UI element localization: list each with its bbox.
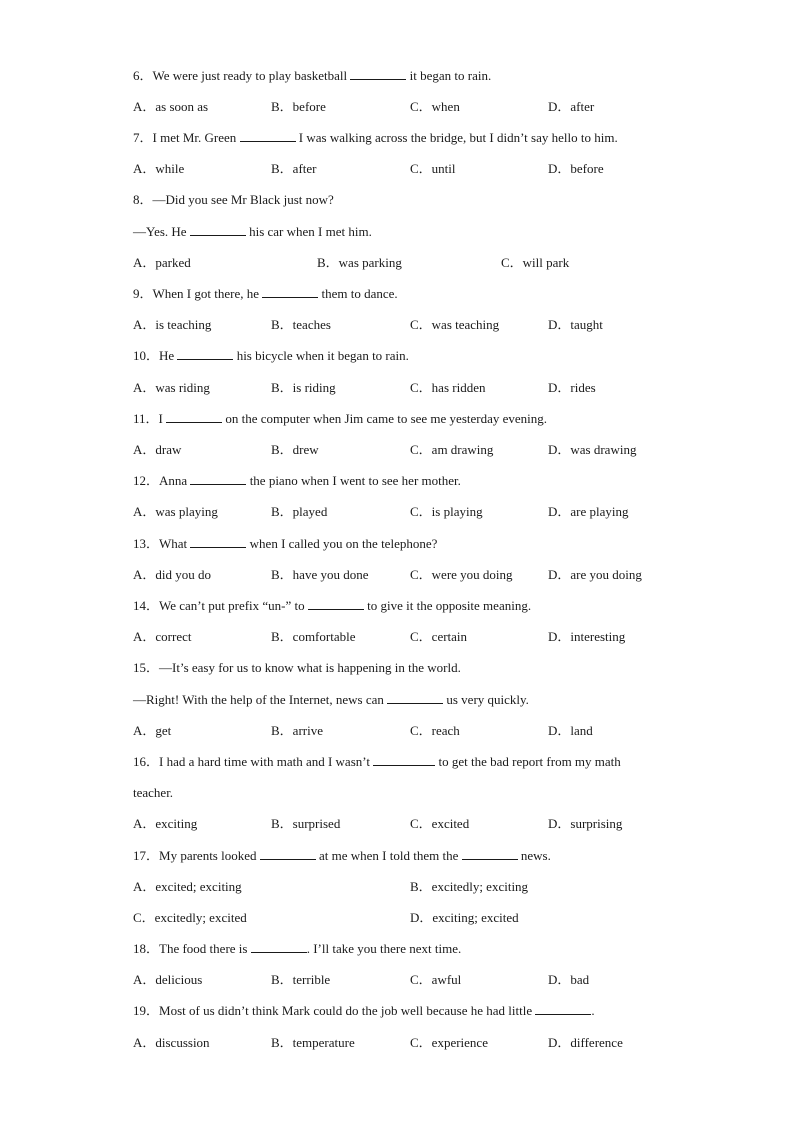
option-text: comfortable bbox=[292, 629, 356, 644]
option-letter: A． bbox=[133, 161, 156, 176]
answer-option[interactable] bbox=[133, 380, 210, 396]
answer-blank bbox=[308, 598, 364, 610]
answer-option[interactable] bbox=[133, 317, 211, 333]
option-text: am drawing bbox=[431, 442, 494, 457]
question-number: 11． bbox=[133, 411, 159, 426]
option-letter: C． bbox=[410, 629, 432, 644]
option-text: land bbox=[570, 723, 593, 738]
option-letter: A． bbox=[133, 380, 156, 395]
answer-option[interactable] bbox=[133, 629, 191, 645]
option-text: when bbox=[431, 99, 460, 114]
question-number: 12． bbox=[133, 473, 160, 488]
answer-blank bbox=[387, 692, 443, 704]
question-number: 19． bbox=[133, 1003, 160, 1018]
question-text: us very quickly. bbox=[443, 692, 529, 707]
answer-option[interactable] bbox=[548, 1035, 623, 1051]
answer-option[interactable] bbox=[271, 1035, 355, 1051]
question-number: 14． bbox=[133, 598, 160, 613]
option-letter: D． bbox=[548, 723, 571, 738]
answer-blank bbox=[251, 941, 307, 953]
option-text: is playing bbox=[431, 504, 483, 519]
question-text: news. bbox=[517, 848, 551, 863]
option-letter: D． bbox=[548, 504, 571, 519]
question-text: The food there is bbox=[159, 941, 251, 956]
option-letter: B． bbox=[271, 380, 293, 395]
answer-option[interactable] bbox=[410, 380, 485, 396]
question-text: I was walking across the bridge, but I didn’t say hello to him. bbox=[295, 130, 618, 145]
question-number: 13． bbox=[133, 536, 160, 551]
answer-option[interactable] bbox=[410, 723, 460, 739]
option-text: was riding bbox=[155, 380, 210, 395]
option-letter: B． bbox=[271, 317, 293, 332]
option-letter: A． bbox=[133, 816, 156, 831]
answer-blank bbox=[190, 224, 246, 236]
question-text: —Yes. He bbox=[133, 224, 190, 239]
question-stem bbox=[133, 941, 461, 957]
question-text: When I got there, he bbox=[152, 286, 263, 301]
option-text: parked bbox=[155, 255, 191, 270]
option-letter: C． bbox=[410, 99, 432, 114]
option-text: has ridden bbox=[431, 380, 486, 395]
option-text: are you doing bbox=[570, 567, 642, 582]
option-text: reach bbox=[431, 723, 460, 738]
option-text: while bbox=[155, 161, 185, 176]
answer-option[interactable] bbox=[548, 567, 642, 583]
answer-option[interactable] bbox=[271, 99, 326, 115]
answer-option[interactable] bbox=[410, 629, 467, 645]
question-text: I had a hard time with math and I wasn’t bbox=[159, 754, 374, 769]
option-letter: B． bbox=[271, 972, 293, 987]
option-text: awful bbox=[431, 972, 462, 987]
option-letter: D． bbox=[548, 972, 571, 987]
answer-option[interactable] bbox=[271, 161, 316, 177]
answer-option[interactable] bbox=[548, 161, 604, 177]
question-text: Most of us didn’t think Mark could do the job well because he had little bbox=[159, 1003, 536, 1018]
answer-blank bbox=[177, 348, 233, 360]
option-letter: D． bbox=[548, 442, 571, 457]
option-letter: B． bbox=[317, 255, 339, 270]
answer-option[interactable] bbox=[133, 442, 181, 458]
option-letter: D． bbox=[548, 380, 571, 395]
answer-option[interactable] bbox=[133, 99, 208, 115]
question-number: 8． bbox=[133, 192, 153, 207]
answer-option[interactable] bbox=[410, 161, 456, 177]
question-text: My parents looked bbox=[159, 848, 260, 863]
option-letter: B． bbox=[271, 161, 293, 176]
option-letter: A． bbox=[133, 317, 156, 332]
answer-option[interactable] bbox=[548, 317, 603, 333]
question-text: I met Mr. Green bbox=[152, 130, 240, 145]
answer-option[interactable] bbox=[271, 317, 331, 333]
option-letter: A． bbox=[133, 567, 156, 582]
option-letter: D． bbox=[548, 816, 571, 831]
answer-option[interactable] bbox=[410, 99, 460, 115]
option-text: until bbox=[431, 161, 456, 176]
answer-option[interactable] bbox=[133, 910, 247, 926]
answer-option[interactable] bbox=[410, 317, 499, 333]
answer-option[interactable] bbox=[133, 723, 171, 739]
answer-option[interactable] bbox=[410, 442, 493, 458]
answer-option[interactable] bbox=[548, 380, 596, 396]
question-text: —Right! With the help of the Internet, news can bbox=[133, 692, 388, 707]
answer-blank bbox=[260, 848, 316, 860]
answer-option[interactable] bbox=[410, 1035, 488, 1051]
option-letter: C． bbox=[501, 255, 523, 270]
question-stem bbox=[133, 348, 409, 364]
option-text: excited; exciting bbox=[155, 879, 242, 894]
option-letter: A． bbox=[133, 972, 156, 987]
answer-option[interactable] bbox=[410, 910, 519, 926]
answer-option[interactable] bbox=[133, 504, 218, 520]
option-text: is riding bbox=[292, 380, 336, 395]
question-stem bbox=[133, 286, 398, 302]
option-text: was drawing bbox=[570, 442, 637, 457]
question-text: at me when I told them the bbox=[315, 848, 462, 863]
answer-blank bbox=[166, 411, 222, 423]
answer-option[interactable] bbox=[133, 1035, 210, 1051]
question-text: them to dance. bbox=[318, 286, 398, 301]
question-stem bbox=[133, 598, 531, 614]
answer-option[interactable] bbox=[271, 629, 355, 645]
question-text: He bbox=[159, 348, 178, 363]
answer-option[interactable] bbox=[548, 816, 622, 832]
option-text: will park bbox=[522, 255, 570, 270]
answer-option[interactable] bbox=[410, 504, 483, 520]
question-text: teacher. bbox=[133, 785, 174, 800]
option-letter: C． bbox=[410, 317, 432, 332]
answer-option[interactable] bbox=[410, 567, 513, 583]
option-text: temperature bbox=[292, 1035, 355, 1050]
answer-option[interactable] bbox=[271, 567, 368, 583]
question-number: 6． bbox=[133, 68, 153, 83]
answer-option[interactable] bbox=[548, 99, 594, 115]
option-text: experience bbox=[431, 1035, 488, 1050]
question-text: Anna bbox=[159, 473, 191, 488]
answer-option[interactable] bbox=[133, 567, 211, 583]
question-text: . I’ll take you there next time. bbox=[306, 941, 462, 956]
question-text: to give it the opposite meaning. bbox=[363, 598, 532, 613]
option-text: surprising bbox=[570, 816, 623, 831]
question-stem-continued bbox=[133, 692, 529, 708]
answer-option[interactable] bbox=[548, 442, 636, 458]
option-text: as soon as bbox=[155, 99, 209, 114]
question-number: 7． bbox=[133, 130, 153, 145]
option-text: taught bbox=[570, 317, 603, 332]
answer-option[interactable] bbox=[410, 816, 469, 832]
option-text: are playing bbox=[570, 504, 629, 519]
answer-option[interactable] bbox=[410, 879, 528, 895]
option-letter: D． bbox=[548, 317, 571, 332]
option-letter: B． bbox=[271, 504, 293, 519]
option-letter: D． bbox=[548, 629, 571, 644]
option-text: were you doing bbox=[431, 567, 513, 582]
question-stem bbox=[133, 848, 551, 864]
answer-option[interactable] bbox=[501, 255, 569, 271]
answer-option[interactable] bbox=[271, 442, 319, 458]
question-stem-continued bbox=[133, 224, 372, 240]
option-text: before bbox=[292, 99, 326, 114]
option-letter: B． bbox=[271, 1035, 293, 1050]
option-letter: C． bbox=[410, 567, 432, 582]
option-text: get bbox=[155, 723, 172, 738]
answer-option[interactable] bbox=[271, 380, 336, 396]
question-stem bbox=[133, 754, 621, 770]
question-stem bbox=[133, 411, 547, 427]
option-letter: C． bbox=[410, 1035, 432, 1050]
option-text: before bbox=[570, 161, 604, 176]
question-text: on the computer when Jim came to see me yesterday evening. bbox=[222, 411, 548, 426]
option-letter: C． bbox=[410, 972, 432, 987]
answer-option[interactable] bbox=[548, 723, 593, 739]
question-number: 18． bbox=[133, 941, 160, 956]
option-text: arrive bbox=[292, 723, 323, 738]
option-letter: B． bbox=[271, 816, 293, 831]
option-letter: A． bbox=[133, 723, 156, 738]
option-letter: A． bbox=[133, 442, 156, 457]
answer-option[interactable] bbox=[410, 972, 461, 988]
answer-option[interactable] bbox=[133, 255, 191, 271]
option-text: certain bbox=[431, 629, 468, 644]
question-text: —It’s easy for us to know what is happening in the world. bbox=[159, 660, 461, 675]
option-text: have you done bbox=[292, 567, 369, 582]
option-letter: B． bbox=[410, 879, 432, 894]
option-letter: C． bbox=[410, 161, 432, 176]
option-text: after bbox=[570, 99, 595, 114]
question-stem bbox=[133, 130, 618, 146]
option-text: difference bbox=[570, 1035, 623, 1050]
question-text: I bbox=[158, 411, 167, 426]
answer-blank bbox=[373, 754, 435, 766]
option-text: was playing bbox=[155, 504, 218, 519]
answer-option[interactable] bbox=[548, 972, 589, 988]
option-text: correct bbox=[155, 629, 192, 644]
option-letter: A． bbox=[133, 504, 156, 519]
question-text: —Did you see Mr Black just now? bbox=[152, 192, 334, 207]
question-text: his bicycle when it began to rain. bbox=[233, 348, 409, 363]
question-number: 9． bbox=[133, 286, 153, 301]
option-letter: A． bbox=[133, 629, 156, 644]
answer-blank bbox=[240, 130, 296, 142]
option-text: rides bbox=[570, 380, 596, 395]
option-text: is teaching bbox=[155, 317, 212, 332]
option-text: exciting bbox=[155, 816, 198, 831]
answer-option[interactable] bbox=[133, 816, 197, 832]
option-text: delicious bbox=[155, 972, 203, 987]
question-text: . bbox=[591, 1003, 595, 1018]
answer-option[interactable] bbox=[133, 972, 202, 988]
answer-option[interactable] bbox=[271, 723, 323, 739]
option-text: drew bbox=[292, 442, 319, 457]
question-stem-continued bbox=[133, 785, 173, 801]
answer-option[interactable] bbox=[133, 879, 242, 895]
question-stem bbox=[133, 660, 461, 676]
question-text: his car when I met him. bbox=[245, 224, 372, 239]
answer-blank bbox=[350, 68, 406, 80]
answer-option[interactable] bbox=[548, 504, 629, 520]
question-stem bbox=[133, 536, 437, 552]
answer-blank bbox=[190, 536, 246, 548]
question-stem bbox=[133, 473, 461, 489]
option-letter: A． bbox=[133, 879, 156, 894]
question-number: 10． bbox=[133, 348, 160, 363]
question-stem bbox=[133, 1003, 595, 1019]
option-text: bad bbox=[570, 972, 590, 987]
question-number: 16． bbox=[133, 754, 160, 769]
option-text: did you do bbox=[155, 567, 212, 582]
option-letter: D． bbox=[548, 99, 571, 114]
answer-option[interactable] bbox=[317, 255, 402, 271]
answer-blank bbox=[262, 286, 318, 298]
option-text: was parking bbox=[338, 255, 402, 270]
answer-option[interactable] bbox=[271, 972, 330, 988]
question-stem bbox=[133, 192, 334, 208]
option-text: excitedly; excited bbox=[154, 910, 247, 925]
option-letter: A． bbox=[133, 99, 156, 114]
option-text: played bbox=[292, 504, 328, 519]
option-letter: C． bbox=[410, 380, 432, 395]
question-text: We were just ready to play basketball bbox=[152, 68, 351, 83]
option-letter: B． bbox=[271, 629, 293, 644]
option-text: interesting bbox=[570, 629, 626, 644]
option-letter: D． bbox=[548, 567, 571, 582]
answer-blank bbox=[462, 848, 518, 860]
option-letter: C． bbox=[410, 442, 432, 457]
answer-option[interactable] bbox=[271, 816, 340, 832]
option-text: excitedly; exciting bbox=[431, 879, 529, 894]
option-letter: B． bbox=[271, 99, 293, 114]
option-letter: B． bbox=[271, 567, 293, 582]
question-stem bbox=[133, 68, 491, 84]
option-letter: C． bbox=[410, 504, 432, 519]
option-letter: A． bbox=[133, 255, 156, 270]
question-text: We can’t put prefix “un-” to bbox=[159, 598, 308, 613]
option-letter: C． bbox=[410, 723, 432, 738]
option-text: after bbox=[292, 161, 317, 176]
option-text: discussion bbox=[155, 1035, 210, 1050]
option-letter: C． bbox=[133, 910, 155, 925]
answer-blank bbox=[190, 473, 246, 485]
option-text: was teaching bbox=[431, 317, 500, 332]
option-text: excited bbox=[431, 816, 470, 831]
answer-option[interactable] bbox=[271, 504, 327, 520]
answer-blank bbox=[535, 1003, 591, 1015]
question-text: to get the bad report from my math bbox=[435, 754, 621, 769]
option-letter: A． bbox=[133, 1035, 156, 1050]
option-letter: D． bbox=[548, 1035, 571, 1050]
question-number: 17． bbox=[133, 848, 160, 863]
question-text: it began to rain. bbox=[406, 68, 492, 83]
option-letter: D． bbox=[410, 910, 433, 925]
question-text: when I called you on the telephone? bbox=[246, 536, 438, 551]
option-text: teaches bbox=[292, 317, 331, 332]
answer-option[interactable] bbox=[548, 629, 625, 645]
option-letter: B． bbox=[271, 442, 293, 457]
option-text: surprised bbox=[292, 816, 341, 831]
option-letter: C． bbox=[410, 816, 432, 831]
answer-option[interactable] bbox=[133, 161, 184, 177]
option-letter: B． bbox=[271, 723, 293, 738]
question-number: 15． bbox=[133, 660, 160, 675]
question-text: the piano when I went to see her mother. bbox=[246, 473, 461, 488]
option-text: exciting; excited bbox=[432, 910, 519, 925]
option-text: terrible bbox=[292, 972, 331, 987]
question-text: What bbox=[159, 536, 191, 551]
option-letter: D． bbox=[548, 161, 571, 176]
option-text: draw bbox=[155, 442, 182, 457]
